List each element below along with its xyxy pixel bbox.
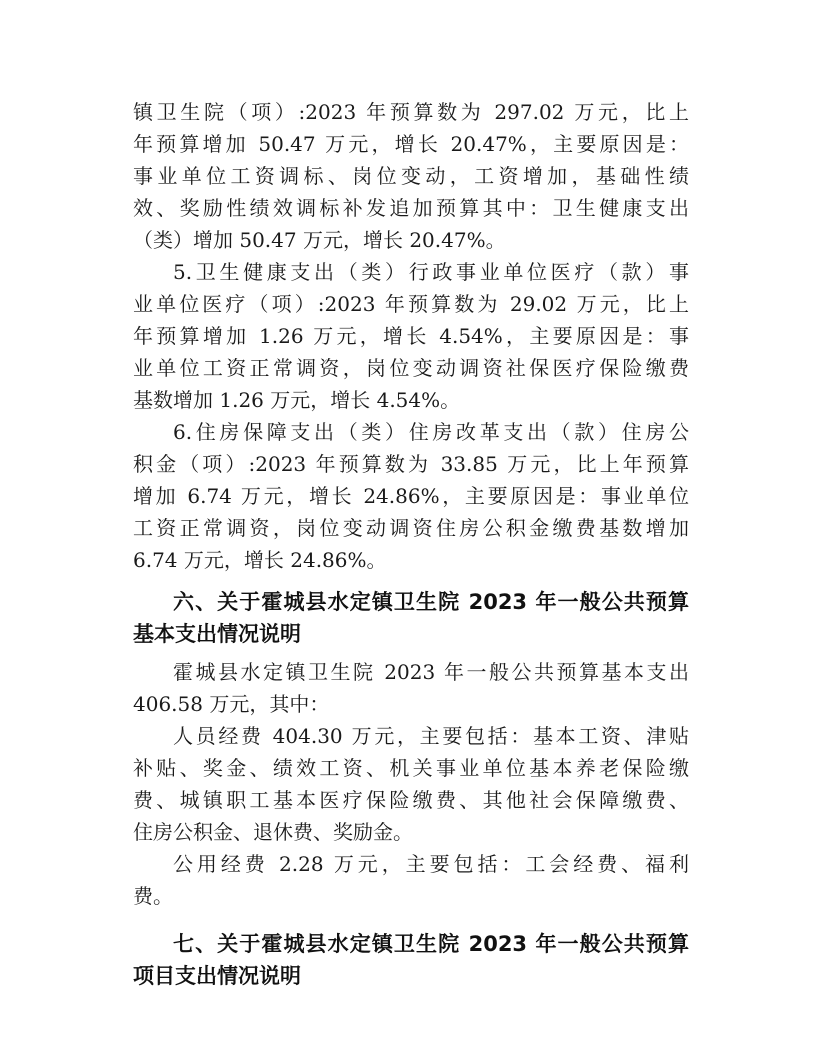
paragraph-line: 业单位医疗（项）:2023 年预算数为 29.02 万元，比上	[133, 292, 689, 316]
paragraph-line: 霍城县水定镇卫生院 2023 年一般公共预算基本支出	[173, 660, 689, 684]
paragraph-line: 镇卫生院（项）:2023 年预算数为 297.02 万元，比上	[133, 100, 689, 124]
paragraph-line: 406.58 万元，其中：	[133, 692, 330, 716]
paragraph-line: 6.住房保障支出（类）住房改革支出（款）住房公	[173, 420, 689, 444]
paragraph-line: 增加 6.74 万元，增长 24.86%，主要原因是：事业单位	[133, 484, 689, 508]
paragraph-line: 费、城镇职工基本医疗保险缴费、其他社会保障缴费、	[133, 788, 689, 812]
section-heading: 七、关于霍城县水定镇卫生院 2023 年一般公共预算	[173, 932, 689, 956]
paragraph-line: 事业单位工资调标、岗位变动，工资增加，基础性绩	[133, 164, 689, 188]
section-heading: 六、关于霍城县水定镇卫生院 2023 年一般公共预算	[173, 590, 689, 614]
paragraph-line: 基数增加 1.26 万元，增长 4.54%。	[133, 388, 461, 412]
paragraph-line: 费。	[133, 884, 173, 908]
paragraph-line: 补贴、奖金、绩效工资、机关事业单位基本养老保险缴	[133, 756, 689, 780]
section-heading: 基本支出情况说明	[133, 622, 301, 646]
paragraph-line: 公用经费 2.28 万元，主要包括：工会经费、福利	[173, 852, 689, 876]
paragraph-line: 年预算增加 1.26 万元，增长 4.54%，主要原因是：事	[133, 324, 689, 348]
paragraph-line: 人员经费 404.30 万元，主要包括：基本工资、津贴	[173, 724, 689, 748]
paragraph-line: 效、奖励性绩效调标补发追加预算其中：卫生健康支出	[133, 196, 689, 220]
paragraph-line: 住房公积金、退休费、奖励金。	[133, 820, 413, 844]
paragraph-line: 工资正常调资，岗位变动调资住房公积金缴费基数增加	[133, 516, 689, 540]
paragraph-line: 5.卫生健康支出（类）行政事业单位医疗（款）事	[173, 260, 689, 284]
paragraph-line: （类）增加 50.47 万元，增长 20.47%。	[133, 228, 506, 252]
paragraph-line: 6.74 万元，增长 24.86%。	[133, 548, 387, 572]
document-body	[133, 96, 689, 992]
paragraph-line: 积金（项）:2023 年预算数为 33.85 万元，比上年预算	[133, 452, 689, 476]
section-heading: 项目支出情况说明	[133, 964, 301, 988]
paragraph-line: 业单位工资正常调资，岗位变动调资社保医疗保险缴费	[133, 356, 689, 380]
paragraph-line: 年预算增加 50.47 万元，增长 20.47%，主要原因是：	[133, 132, 689, 156]
